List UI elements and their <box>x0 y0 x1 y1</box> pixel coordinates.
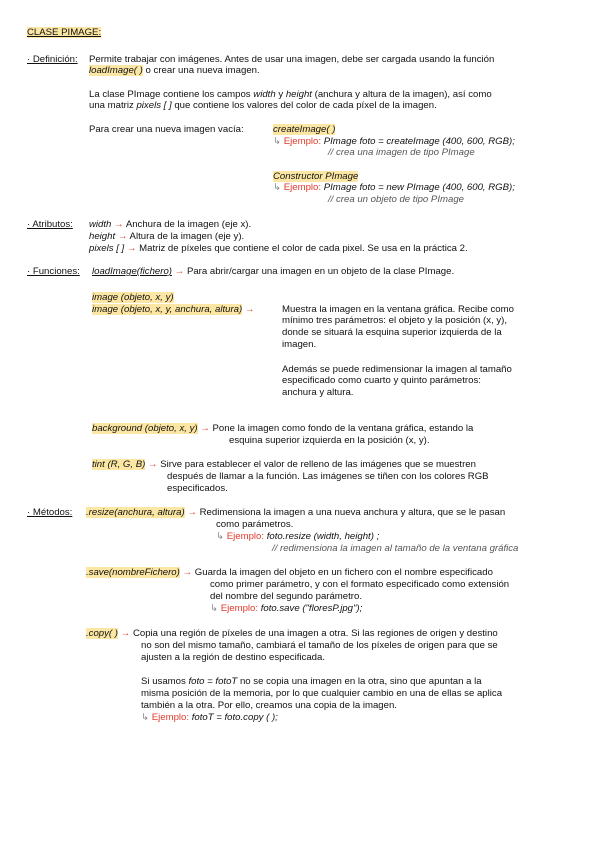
tint-desc-2: después de llamar a la función. Las imágenes se tiñen con los colores RGB <box>167 471 489 482</box>
attr-height: height → Altura de la imagen (eje y). <box>89 231 245 242</box>
comment-resize: // redimensiona la imagen al tamaño de la ventana gráfica <box>272 543 519 554</box>
code-image-3: image (objeto, x, y) <box>92 292 174 303</box>
hook-icon: ↳ <box>273 136 282 147</box>
arrow-icon: → <box>114 219 124 230</box>
page-title: CLASE PIMAGE: <box>27 27 102 38</box>
example-save: ↳ Ejemplo: foto.save ("floresP.jpg"); <box>210 603 363 614</box>
method-resize: .resize(anchura, altura) → Redimensiona la imagen a una nueva anchura y altura, que se le pasan <box>86 507 506 518</box>
save-desc-2: como primer parámetro, y con el formato especificado como extensión <box>210 579 510 590</box>
arrow-icon: → <box>126 243 137 254</box>
section-label-funciones: · Funciones: <box>27 266 80 277</box>
hook-icon: ↳ <box>273 182 282 193</box>
copy-desc-2: no son del mismo tamaño, cambiará el tamaño de los píxeles de origen para que se <box>141 640 498 651</box>
hook-icon: ↳ <box>141 712 150 723</box>
hook-icon: ↳ <box>210 603 219 614</box>
code-image-5: image (objeto, x, y, anchura, altura) → <box>92 304 255 315</box>
def-line-1: Permite trabajar con imágenes. Antes de usar una imagen, debe ser cargada usando la función <box>89 54 495 65</box>
arrow-icon: → <box>182 567 193 578</box>
hook-icon: ↳ <box>216 531 225 542</box>
comment-createimage: // crea una imagen de tipo PImage <box>328 147 475 158</box>
method-copy: .copy( ) → Copia una región de píxeles de una imagen a otra. Si las regiones de origen y destino <box>86 628 498 639</box>
image-desc-1: Muestra la imagen en la ventana gráfica. Recibe como <box>282 304 514 315</box>
arrow-icon: → <box>120 628 131 639</box>
arrow-icon: → <box>147 459 158 470</box>
func-loadimage: loadImage(fichero) → Para abrir/cargar una imagen en un objeto de la clase PImage. <box>92 266 455 277</box>
image-desc2-3: anchura y altura. <box>282 387 354 398</box>
comment-constructor: // crea un objeto de tipo PImage <box>328 194 464 205</box>
arrow-icon: → <box>174 266 185 277</box>
image-desc-3: donde se situará la esquina superior izquierda de la <box>282 327 502 338</box>
example-copy: ↳ Ejemplo: fotoT = foto.copy ( ); <box>141 712 278 723</box>
save-desc-3: del nombre del segundo parámetro. <box>210 591 362 602</box>
copy-p2-1: Si usamos foto = fotoT no se copia una imagen en la otra, sino que apuntan a la <box>141 676 482 687</box>
section-label-atributos: · Atributos: <box>27 219 73 230</box>
copy-desc-3: ajusten a la región de destino especificada. <box>141 652 326 663</box>
code-createimage: createImage( ) <box>273 124 336 135</box>
copy-p2-2: misma posición de la memoria, por lo que cualquier cambio en una de ellas se aplica <box>141 688 503 699</box>
example-createimage: ↳ Ejemplo: PImage foto = createImage (400, 600, RGB); <box>273 136 515 147</box>
tint-desc-3: especificados. <box>167 483 228 494</box>
resize-desc-2: como parámetros. <box>216 519 294 530</box>
code-loadimage: loadImage( ) <box>89 65 143 76</box>
def-para2-line2: una matriz pixels [ ] que contiene los valores del color de cada píxel de la imagen. <box>89 100 437 111</box>
image-desc2-1: Además se puede redimensionar la imagen al tamaño <box>282 364 512 375</box>
arrow-icon: → <box>117 231 128 242</box>
arrow-icon: → <box>200 423 210 434</box>
example-constructor: ↳ Ejemplo: PImage foto = new PImage (400, 600, RGB); <box>273 182 515 193</box>
method-save: .save(nombreFichero) → Guarda la imagen del objeto en un fichero con el nombre especificado <box>86 567 493 578</box>
attr-pixels: pixels [ ] → Matriz de píxeles que contiene el color de cada pixel. Se usa en la práctica 2. <box>89 243 468 254</box>
func-tint: tint (R, G, B) → Sirve para establecer el valor de relleno de las imágenes que se muestren <box>92 459 476 470</box>
def-line-2: loadImage( ) o crear una nueva imagen. <box>89 65 260 76</box>
image-desc-2: mínimo tres parámetros: el objeto y la posición (x, y), <box>282 315 508 326</box>
arrow-icon: → <box>187 507 197 518</box>
example-resize: ↳ Ejemplo: foto.resize (width, height) ; <box>216 531 380 542</box>
bg-desc-2: esquina superior izquierda en la posición (x, y). <box>229 435 430 446</box>
constructor-label: Constructor PImage <box>273 171 359 182</box>
copy-p2-3: también a la otra. Por ello, creamos una copia de la imagen. <box>141 700 397 711</box>
attr-width: width → Anchura de la imagen (eje x). <box>89 219 252 230</box>
arrow-icon: → <box>244 304 255 315</box>
image-desc2-2: especificado como cuarto y quinto parámetros: <box>282 375 481 386</box>
image-desc-4: imagen. <box>282 339 317 350</box>
func-background: background (objeto, x, y) → Pone la imagen como fondo de la ventana gráfica, estando la <box>92 423 474 434</box>
def-para2-line1: La clase PImage contiene los campos width y height (anchura y altura de la imagen), así como <box>89 89 492 100</box>
section-label-definicion: · Definición: <box>27 54 78 65</box>
section-label-metodos: · Métodos: <box>27 507 73 518</box>
create-line: Para crear una nueva imagen vacía: <box>89 124 244 135</box>
